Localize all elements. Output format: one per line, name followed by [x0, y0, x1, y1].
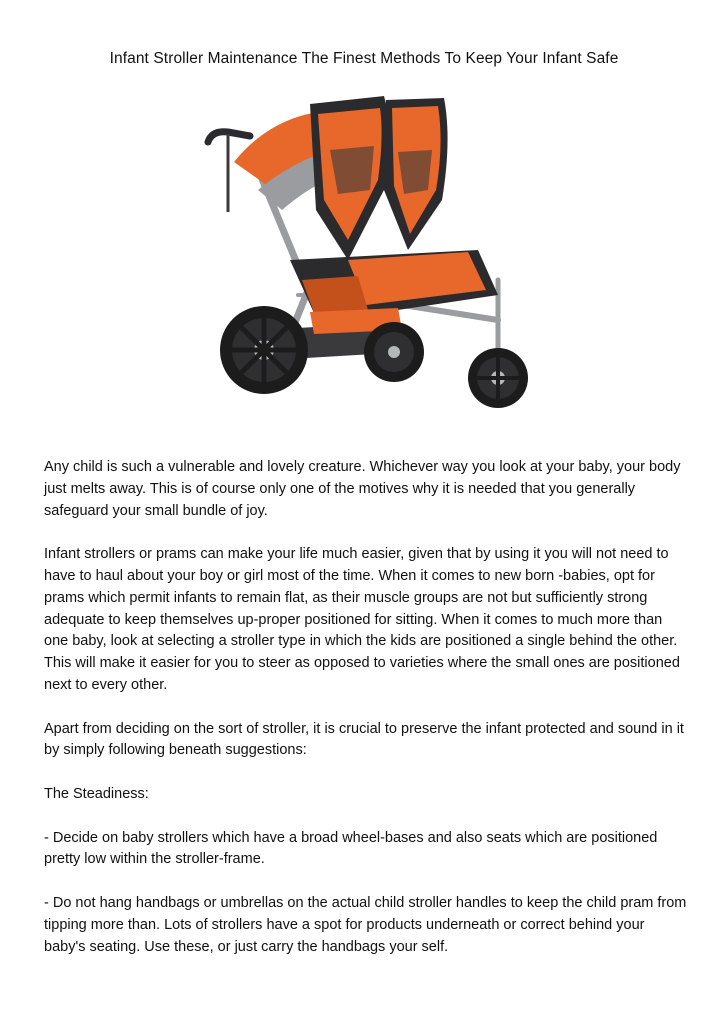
rear-wheel: [220, 306, 308, 394]
page-title: Infant Stroller Maintenance The Finest Methods To Keep Your Infant Safe: [109, 50, 619, 67]
paragraph: Apart from deciding on the sort of stroller, it is crucial to preserve the infant protected and sound in it by simply following beneath suggestions:: [44, 720, 684, 759]
front-wheel: [468, 348, 528, 408]
article-body: [44, 457, 688, 980]
rear-wheel-back: [364, 322, 424, 382]
paragraph: - Decide on baby strollers which have a broad wheel-bases and also seats which are positioned pretty low within the stroller-frame.: [44, 829, 658, 868]
stroller-photo: [198, 90, 538, 430]
paragraph: Infant strollers or prams can make your life much easier, given that by using it you will not need to have to haul about your boy or girl most of the time. When it comes to new born -babies, opt for prams which permit infants to remain flat, as their muscle groups are not but sufficiently strong adequate to keep themselves up-proper positioned for sitting. When it comes to much more than one baby, look at selecting a stroller type in which the kids are positioned a single behind the other. This will make it easier for you to steer as opposed to varieties where the small ones are positioned next to every other.: [44, 546, 680, 693]
stroller-canopies: [234, 96, 448, 260]
paragraph: - Do not hang handbags or umbrellas on the actual child stroller handles to keep the child pram from tipping more than. Lots of strollers have a spot for products underneath or correct behind your baby's seating. Use these, or just carry the handbags your self.: [44, 894, 687, 955]
stroller-handlebar: [208, 132, 250, 212]
paragraph: Any child is such a vulnerable and lovely creature. Whichever way you look at your baby, your body just melts away. This is of course only one of the motives why it is needed that you generally safeguard your small bundle of joy.: [44, 459, 681, 519]
section-heading: The Steadiness:: [44, 785, 149, 802]
